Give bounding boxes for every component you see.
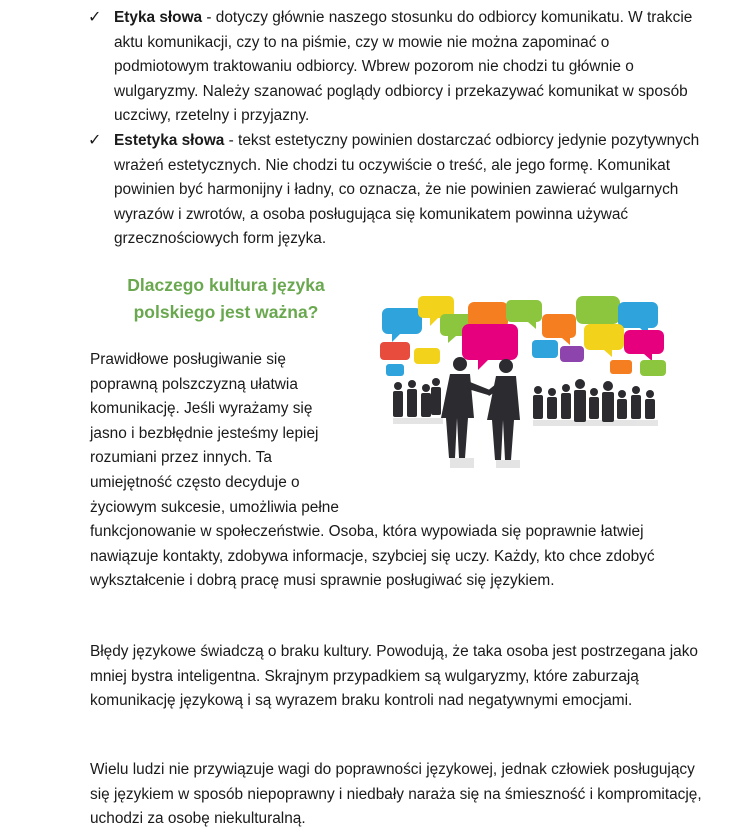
paragraph-errors: Błędy językowe świadczą o braku kultury. Powodują, że taka osoba jest postrzegana jako mniej bystra inteligentna. Skrajnym przypadkiem są wulgaryzmy, które zaburzają komunikację językową i są wyrazem braku kontroli nad negatywnymi emocjami.: [90, 643, 698, 710]
bullet-term: Etyka słowa: [114, 9, 203, 26]
paragraph-line: życiowym sukcesie, umożliwia pełne: [90, 498, 339, 516]
bullet-term: Estetyka słowa: [114, 131, 225, 149]
section-heading-line-2: polskiego jest ważna?: [133, 302, 319, 322]
floor-reflection: [393, 418, 658, 468]
paragraph-line: poprawną polszczyzną ułatwia: [90, 375, 298, 393]
section-heading-line-1: Dlaczego kultura języka: [127, 275, 325, 295]
people-speech-bubbles-illustration: [378, 294, 670, 470]
paragraph-line: umiejętność często decyduje o: [90, 473, 300, 491]
paragraph-correctness: Wielu ludzi nie przywiązuje wagi do poprawności językowej, jednak człowiek posługujący się językiem w sposób niepoprawny i niedbały naraża się na śmieszność i kompromitację, uchodzi za osobę niekulturalną.: [90, 761, 702, 828]
paragraph-text: funkcjonowanie w społeczeństwie. Osoba, która wypowiada się poprawnie łatwiej nawiązuje kontakty, zdobywa informacje, szybciej się uczy. Każdy, kto chce zdobyć wykształcenie i dobrą pracę musi sprawnie posługiwać się językiem.: [90, 523, 655, 590]
bullet-text: - dotyczy głównie naszego stosunku do odbiorcy komunikatu. W trakcie aktu komunikacji, czy to na piśmie, czy w mowie nie można zapominać o podmiotowym traktowaniu odbiorcy. Wbrew pozorom nie chodzi tu głównie o wulgaryzmy. Należy szanować poglądy odbiorcy i przekazywać komunikat w sposób uczciwy, rzetelny i przyjazny.: [114, 9, 693, 125]
paragraph-line: komunikację. Jeśli wyrażamy się: [90, 400, 313, 418]
bullet-item-estetyka: [88, 129, 708, 252]
paragraph-line: rozumiani przez innych. Ta: [90, 449, 272, 467]
bullet-text: - tekst estetyczny powinien dostarczać odbiorcy jedynie pozytywnych wrażeń estetycznych. Nie chodzi tu oczywiście o treść, ale jego formę. Komunikat powinien być harmonijny i ładny, co oznacza, że nie powinien zawierać wulgarnych wyrazów i zwrotów, a osoba posługująca się komunikatem powinna używać grzecznościowych form języka.: [114, 131, 700, 248]
bullet-list: [88, 6, 708, 252]
checkmark-icon: ✓: [88, 9, 102, 26]
section-heading: [95, 272, 357, 326]
paragraph-line: Prawidłowe posługiwanie się: [90, 351, 286, 368]
paragraph-line: jasno i bezbłędnie jesteśmy lepiej: [90, 424, 319, 442]
bullet-item-etyka: [88, 6, 708, 129]
checkmark-icon: ✓: [88, 131, 102, 149]
speech-bubble-icon: [380, 296, 666, 376]
